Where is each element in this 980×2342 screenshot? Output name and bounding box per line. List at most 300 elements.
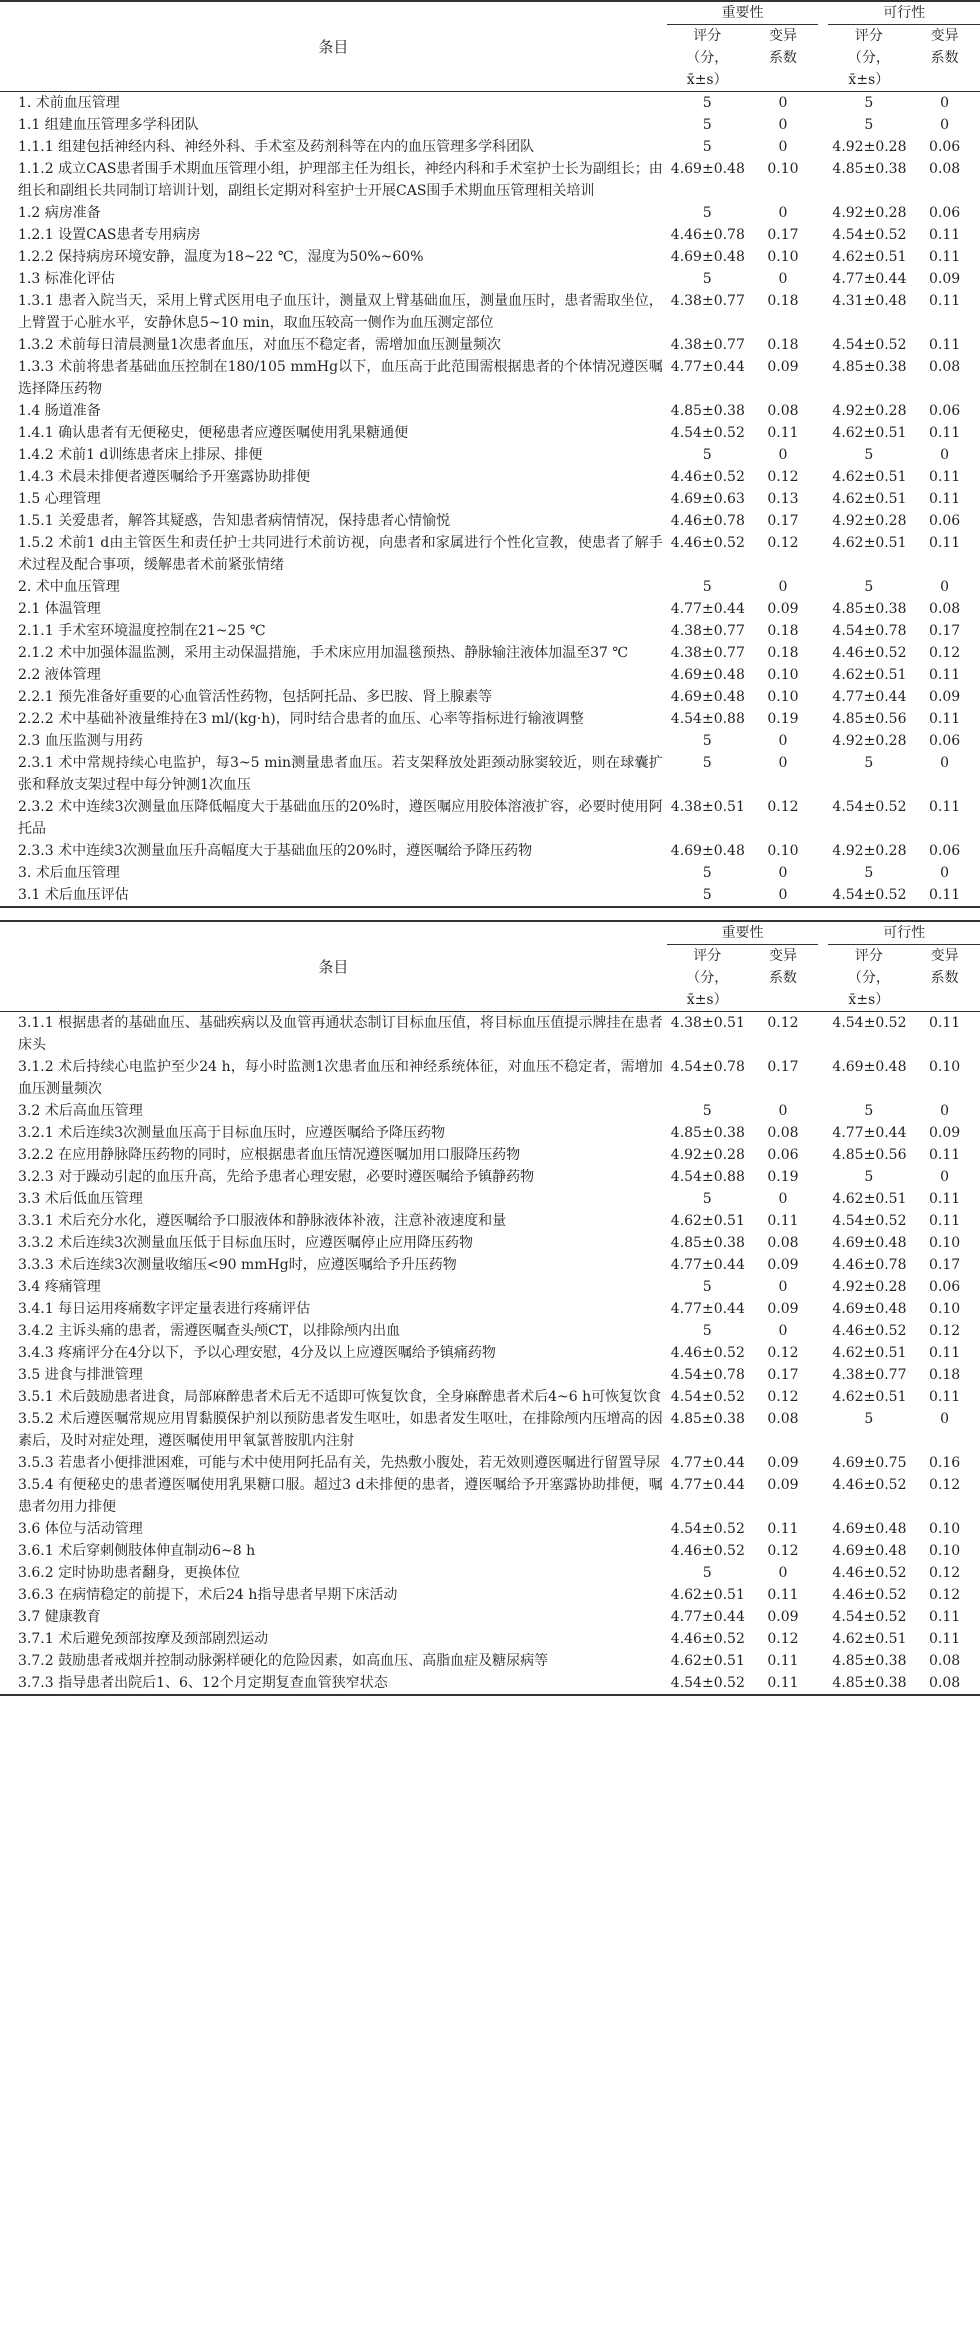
row-feasibility-cv: 0.10 — [929, 1521, 961, 1537]
row-feasibility-cv: 0.11 — [929, 535, 961, 551]
row-item-text: 1.5.1 关爱患者，解答其疑惑，告知患者病情情况，保持患者心情愉悦 — [18, 513, 451, 529]
table-row — [0, 136, 980, 158]
row-item-text: 3.5.2 术后遵医嘱常规应用胃黏膜保护剂以预防患者发生呕吐，如患者发生呕吐，在排除颅内压增高的因素后，及时对症处理，遵医嘱使用甲氧氯普胺肌内注射 — [18, 1411, 663, 1449]
table-row — [0, 1342, 980, 1364]
row-importance-score: 4.62±0.51 — [670, 1587, 745, 1603]
table-row — [0, 1276, 980, 1298]
row-importance-cv: 0.10 — [767, 249, 799, 265]
row-importance-cv: 0 — [778, 117, 788, 133]
row-importance-score: 4.77±0.44 — [670, 1257, 745, 1273]
row-importance-score: 4.77±0.44 — [670, 1609, 745, 1625]
row-feasibility-score: 4.54±0.52 — [832, 1213, 907, 1229]
table-row — [0, 598, 980, 620]
row-importance-score: 4.54±0.52 — [670, 1389, 745, 1405]
table-row — [0, 400, 980, 422]
row-importance-cv: 0 — [778, 205, 788, 221]
row-importance-cv: 0 — [778, 139, 788, 155]
row-importance-score: 5 — [702, 1279, 712, 1295]
row-item-text: 1.3.3 术前将患者基础血压控制在180/105 mmHg以下，血压高于此范围需根据患者的个体情况遵医嘱选择降压药物 — [18, 359, 663, 397]
row-feasibility-score: 4.69±0.75 — [832, 1455, 907, 1471]
feasibility-score-unit: （分，x̄±s） — [847, 970, 890, 1008]
table-row — [0, 1650, 980, 1672]
row-item-text: 3.6 体位与活动管理 — [18, 1521, 143, 1537]
row-feasibility-score: 4.54±0.78 — [832, 623, 907, 639]
row-feasibility-cv: 0 — [940, 1103, 950, 1119]
row-importance-cv: 0.19 — [767, 1169, 799, 1185]
row-feasibility-cv: 0.11 — [929, 293, 961, 309]
table-row — [0, 1628, 980, 1650]
row-feasibility-score: 4.92±0.28 — [832, 733, 907, 749]
row-feasibility-score: 4.31±0.48 — [832, 293, 907, 309]
table-row — [0, 1166, 980, 1188]
feasibility-header: 可行性 — [828, 921, 980, 945]
row-item-text: 2.1.1 手术室环境温度控制在21~25 ℃ — [18, 623, 266, 639]
row-importance-cv: 0.18 — [767, 337, 799, 353]
indicator-table-part-2 — [0, 920, 980, 1696]
row-importance-cv: 0 — [778, 865, 788, 881]
row-feasibility-cv: 0.06 — [929, 205, 961, 221]
table-row — [0, 1540, 980, 1562]
row-feasibility-cv: 0 — [940, 755, 950, 771]
row-feasibility-score: 4.92±0.28 — [832, 205, 907, 221]
row-importance-cv: 0.11 — [767, 1653, 799, 1669]
table-row — [0, 268, 980, 290]
row-feasibility-score: 4.62±0.51 — [832, 1345, 907, 1361]
row-importance-score: 4.54±0.88 — [670, 1169, 745, 1185]
row-feasibility-cv: 0.11 — [929, 337, 961, 353]
row-feasibility-score: 4.69±0.48 — [832, 1059, 907, 1075]
row-feasibility-score: 4.85±0.56 — [832, 711, 907, 727]
row-importance-cv: 0 — [778, 579, 788, 595]
row-feasibility-score: 4.54±0.52 — [832, 1609, 907, 1625]
row-feasibility-cv: 0.18 — [929, 1367, 961, 1383]
row-feasibility-cv: 0 — [940, 447, 950, 463]
row-feasibility-cv: 0.09 — [929, 271, 961, 287]
row-item-text: 3.7.3 指导患者出院后1、6、12个月定期复查血管狭窄状态 — [18, 1675, 388, 1691]
feasibility-score-header: 评分 — [854, 28, 883, 44]
table-row — [0, 1122, 980, 1144]
row-feasibility-score: 4.92±0.28 — [832, 403, 907, 419]
row-feasibility-score: 4.92±0.28 — [832, 513, 907, 529]
table-row — [0, 1452, 980, 1474]
table-row — [0, 290, 980, 334]
row-importance-score: 4.46±0.78 — [670, 513, 745, 529]
row-item-text: 1.2.2 保持病房环境安静，温度为18~22 ℃，湿度为50%~60% — [18, 249, 424, 265]
row-feasibility-cv: 0.06 — [929, 139, 961, 155]
row-item-text: 1.5 心理管理 — [18, 491, 101, 507]
row-feasibility-score: 4.54±0.52 — [832, 1015, 907, 1031]
row-importance-score: 4.46±0.52 — [670, 469, 745, 485]
row-importance-cv: 0 — [778, 95, 788, 111]
row-item-text: 3.6.1 术后穿刺侧肢体伸直制动6~8 h — [18, 1543, 256, 1559]
row-importance-score: 4.54±0.52 — [670, 1675, 745, 1691]
table-row — [0, 620, 980, 642]
feasibility-cv-header: 变异 — [930, 28, 959, 44]
table-row — [0, 356, 980, 400]
row-feasibility-score: 4.85±0.56 — [832, 1147, 907, 1163]
feasibility-score-header: 评分 — [854, 948, 883, 964]
row-importance-cv: 0.09 — [767, 1477, 799, 1493]
row-feasibility-score: 4.69±0.48 — [832, 1521, 907, 1537]
table-row — [0, 158, 980, 202]
row-importance-score: 4.54±0.52 — [670, 1521, 745, 1537]
row-feasibility-cv: 0.11 — [929, 711, 961, 727]
row-importance-cv: 0.18 — [767, 645, 799, 661]
row-item-text: 1.3.1 患者入院当天，采用上臂式医用电子血压计，测量双上臂基础血压，测量血压时，患者需取坐位，上臂置于心脏水平，安静休息5~10 min，取血压较高一侧作为血压测定部位 — [18, 293, 663, 331]
table-row — [0, 532, 980, 576]
row-feasibility-score: 4.77±0.44 — [832, 271, 907, 287]
table-row — [0, 1320, 980, 1342]
row-importance-cv: 0.11 — [767, 1213, 799, 1229]
row-feasibility-score: 4.85±0.38 — [832, 1653, 907, 1669]
row-item-text: 2.1 体温管理 — [18, 601, 101, 617]
row-importance-score: 4.54±0.78 — [670, 1367, 745, 1383]
row-importance-cv: 0.13 — [767, 491, 799, 507]
row-importance-cv: 0.19 — [767, 711, 799, 727]
row-importance-cv: 0.10 — [767, 667, 799, 683]
row-feasibility-cv: 0.17 — [929, 623, 961, 639]
row-feasibility-cv: 0.12 — [929, 1323, 961, 1339]
row-item-text: 1.4.1 确认患者有无便秘史，便秘患者应遵医嘱使用乳果糖通便 — [18, 425, 409, 441]
row-feasibility-score: 4.77±0.44 — [832, 689, 907, 705]
row-item-text: 1.1.1 组建包括神经内科、神经外科、手术室及药剂科等在内的血压管理多学科团队 — [18, 139, 535, 155]
row-item-text: 3.4.3 疼痛评分在4分以下，予以心理安慰，4分及以上应遵医嘱给予镇痛药物 — [18, 1345, 496, 1361]
row-importance-score: 4.62±0.51 — [670, 1653, 745, 1669]
row-importance-cv: 0.12 — [767, 1345, 799, 1361]
row-importance-score: 4.46±0.52 — [670, 535, 745, 551]
row-item-text: 3.2.3 对于躁动引起的血压升高，先给予患者心理安慰，必要时遵医嘱给予镇静药物 — [18, 1169, 535, 1185]
row-feasibility-cv: 0.08 — [929, 601, 961, 617]
row-feasibility-cv: 0.11 — [929, 1389, 961, 1405]
table-row — [0, 1210, 980, 1232]
row-importance-cv: 0.12 — [767, 1389, 799, 1405]
row-item-text: 3.7.1 术后避免颈部按摩及颈部剧烈运动 — [18, 1631, 269, 1647]
table-row — [0, 202, 980, 224]
row-feasibility-cv: 0.08 — [929, 1653, 961, 1669]
row-feasibility-score: 4.62±0.51 — [832, 491, 907, 507]
row-feasibility-score: 4.92±0.28 — [832, 1279, 907, 1295]
row-feasibility-cv: 0.11 — [929, 667, 961, 683]
row-feasibility-cv: 0.11 — [929, 1609, 961, 1625]
row-importance-cv: 0 — [778, 887, 788, 903]
item-column-header: 条目 — [318, 957, 349, 976]
table-row — [0, 1298, 980, 1320]
row-feasibility-score: 4.46±0.52 — [832, 645, 907, 661]
row-importance-score: 4.85±0.38 — [670, 1235, 745, 1251]
row-importance-score: 5 — [702, 865, 712, 881]
row-importance-score: 4.77±0.44 — [670, 1477, 745, 1493]
row-importance-score: 4.54±0.78 — [670, 1059, 745, 1075]
row-item-text: 3.4 疼痛管理 — [18, 1279, 101, 1295]
row-feasibility-cv: 0.10 — [929, 1059, 961, 1075]
row-feasibility-score: 4.85±0.38 — [832, 359, 907, 375]
row-feasibility-cv: 0.11 — [929, 227, 961, 243]
importance-cv-unit: 系数 — [768, 50, 797, 66]
row-importance-cv: 0.18 — [767, 293, 799, 309]
row-feasibility-score: 4.92±0.28 — [832, 139, 907, 155]
row-importance-cv: 0.09 — [767, 1455, 799, 1471]
importance-cv-unit: 系数 — [768, 970, 797, 986]
row-feasibility-cv: 0 — [940, 865, 950, 881]
row-item-text: 3.1.1 根据患者的基础血压、基础疾病以及血管再通状态制订目标血压值，将目标血压值提示牌挂在患者床头 — [18, 1015, 663, 1053]
row-importance-score: 4.85±0.38 — [670, 403, 745, 419]
row-importance-cv: 0.09 — [767, 1609, 799, 1625]
row-item-text: 2.3.1 术中常规持续心电监护，每3~5 min测量患者血压。若支架释放处距颈动脉窦较近，则在球囊扩张和释放支架过程中每分钟测1次血压 — [18, 755, 663, 793]
row-item-text: 2.1.2 术中加强体温监测，采用主动保温措施，手术床应用加温毯预热、静脉输注液体加温至37 ℃ — [18, 645, 628, 661]
row-importance-score: 5 — [702, 887, 712, 903]
row-importance-cv: 0.09 — [767, 601, 799, 617]
row-importance-cv: 0 — [778, 1103, 788, 1119]
row-importance-score: 4.62±0.51 — [670, 1213, 745, 1229]
table-row — [0, 1012, 980, 1057]
row-feasibility-cv: 0.11 — [929, 1213, 961, 1229]
row-feasibility-cv: 0 — [940, 117, 950, 133]
table-row — [0, 1144, 980, 1166]
row-item-text: 1.4.3 术晨未排便者遵医嘱给予开塞露协助排便 — [18, 469, 311, 485]
table-row — [0, 576, 980, 598]
table-row — [0, 664, 980, 686]
row-item-text: 3.4.2 主诉头痛的患者，需遵医嘱查头颅CT，以排除颅内出血 — [18, 1323, 401, 1339]
row-importance-cv: 0 — [778, 755, 788, 771]
row-feasibility-score: 5 — [864, 865, 874, 881]
table-row — [0, 422, 980, 444]
indicator-table-part-1 — [0, 0, 980, 908]
table-row — [0, 884, 980, 907]
row-feasibility-cv: 0.06 — [929, 843, 961, 859]
row-feasibility-score: 4.46±0.52 — [832, 1323, 907, 1339]
row-importance-score: 4.46±0.52 — [670, 1345, 745, 1361]
row-importance-cv: 0.12 — [767, 535, 799, 551]
row-feasibility-cv: 0.08 — [929, 1675, 961, 1691]
row-importance-score: 5 — [702, 579, 712, 595]
row-importance-cv: 0.08 — [767, 403, 799, 419]
row-feasibility-cv: 0.12 — [929, 1565, 961, 1581]
row-feasibility-score: 5 — [864, 117, 874, 133]
feasibility-score-unit: （分，x̄±s） — [847, 50, 890, 88]
row-feasibility-score: 4.62±0.51 — [832, 535, 907, 551]
row-importance-score: 5 — [702, 1323, 712, 1339]
row-item-text: 3.5.4 有便秘史的患者遵医嘱使用乳果糖口服。超过3 d未排便的患者，遵医嘱给予开塞露协助排便，嘱患者勿用力排便 — [18, 1477, 663, 1515]
row-item-text: 1.1.2 成立CAS患者围手术期血压管理小组，护理部主任为组长，神经内科和手术室护士长为副组长；由组长和副组长共同制订培训计划，副组长定期对科室护士开展CAS围手术期血压管理相关培训 — [18, 161, 663, 199]
row-importance-cv: 0.10 — [767, 689, 799, 705]
row-feasibility-cv: 0.12 — [929, 1477, 961, 1493]
table-row — [0, 1518, 980, 1540]
row-item-text: 3.2.2 在应用静脉降压药物的同时，应根据患者血压情况遵医嘱加用口服降压药物 — [18, 1147, 521, 1163]
table-row — [0, 1056, 980, 1100]
feasibility-cv-header: 变异 — [930, 948, 959, 964]
row-feasibility-cv: 0.12 — [929, 1587, 961, 1603]
row-importance-score: 4.77±0.44 — [670, 359, 745, 375]
row-importance-score: 4.69±0.48 — [670, 689, 745, 705]
row-feasibility-score: 4.54±0.52 — [832, 337, 907, 353]
row-importance-score: 5 — [702, 1191, 712, 1207]
row-feasibility-score: 5 — [864, 579, 874, 595]
table-row — [0, 1408, 980, 1452]
table-row — [0, 730, 980, 752]
row-feasibility-score: 4.46±0.52 — [832, 1565, 907, 1581]
row-item-text: 3.4.1 每日运用疼痛数字评定量表进行疼痛评估 — [18, 1301, 311, 1317]
importance-header: 重要性 — [667, 921, 819, 945]
row-importance-score: 4.38±0.77 — [670, 623, 745, 639]
row-feasibility-score: 4.62±0.51 — [832, 667, 907, 683]
row-feasibility-cv: 0 — [940, 1169, 950, 1185]
row-item-text: 2.2 液体管理 — [18, 667, 101, 683]
feasibility-cv-unit: 系数 — [930, 50, 959, 66]
row-item-text: 3.6.2 定时协助患者翻身，更换体位 — [18, 1565, 241, 1581]
row-importance-score: 5 — [702, 1565, 712, 1581]
row-feasibility-score: 4.69±0.48 — [832, 1235, 907, 1251]
row-feasibility-score: 4.38±0.77 — [832, 1367, 907, 1383]
row-importance-score: 5 — [702, 95, 712, 111]
row-feasibility-cv: 0.11 — [929, 491, 961, 507]
row-item-text: 3.2.1 术后连续3次测量血压高于目标血压时，应遵医嘱给予降压药物 — [18, 1125, 445, 1141]
importance-cv-header: 变异 — [768, 948, 797, 964]
table-row — [0, 1474, 980, 1518]
table-row — [0, 466, 980, 488]
row-importance-cv: 0.12 — [767, 1015, 799, 1031]
row-importance-cv: 0.11 — [767, 1675, 799, 1691]
row-importance-cv: 0.11 — [767, 425, 799, 441]
row-importance-cv: 0 — [778, 1565, 788, 1581]
row-item-text: 2.2.2 术中基础补液量维持在3 ml/(kg·h)，同时结合患者的血压、心率等指标进行输液调整 — [18, 711, 584, 727]
row-importance-score: 4.38±0.77 — [670, 645, 745, 661]
row-importance-cv: 0.11 — [767, 1521, 799, 1537]
row-feasibility-cv: 0.06 — [929, 733, 961, 749]
table-row — [0, 444, 980, 466]
feasibility-header: 可行性 — [828, 1, 980, 25]
row-importance-cv: 0.12 — [767, 799, 799, 815]
row-importance-cv: 0.17 — [767, 1059, 799, 1075]
row-item-text: 1. 术前血压管理 — [18, 95, 120, 111]
row-feasibility-score: 5 — [864, 1169, 874, 1185]
row-feasibility-cv: 0.11 — [929, 469, 961, 485]
row-importance-cv: 0.11 — [767, 1587, 799, 1603]
row-feasibility-score: 4.62±0.51 — [832, 1389, 907, 1405]
row-item-text: 3.5 进食与排泄管理 — [18, 1367, 143, 1383]
row-feasibility-cv: 0 — [940, 1411, 950, 1427]
row-importance-cv: 0.09 — [767, 1301, 799, 1317]
row-feasibility-score: 5 — [864, 1411, 874, 1427]
row-feasibility-score: 4.69±0.48 — [832, 1301, 907, 1317]
row-item-text: 3.7 健康教育 — [18, 1609, 101, 1625]
row-item-text: 3.6.3 在病情稳定的前提下，术后24 h指导患者早期下床活动 — [18, 1587, 398, 1603]
row-item-text: 3.1.2 术后持续心电监护至少24 h，每小时监测1次患者血压和神经系统体征，对血压不稳定者，需增加血压测量频次 — [18, 1059, 663, 1097]
row-importance-cv: 0.12 — [767, 1543, 799, 1559]
row-importance-score: 4.69±0.63 — [670, 491, 745, 507]
row-importance-cv: 0.17 — [767, 513, 799, 529]
row-feasibility-cv: 0 — [940, 95, 950, 111]
row-feasibility-score: 4.69±0.48 — [832, 1543, 907, 1559]
row-importance-score: 4.54±0.52 — [670, 425, 745, 441]
row-importance-score: 5 — [702, 733, 712, 749]
row-item-text: 3. 术后血压管理 — [18, 865, 120, 881]
row-importance-cv: 0.08 — [767, 1235, 799, 1251]
row-importance-score: 5 — [702, 447, 712, 463]
table-row — [0, 1386, 980, 1408]
row-feasibility-score: 4.46±0.52 — [832, 1587, 907, 1603]
table-row — [0, 1232, 980, 1254]
row-importance-score: 4.69±0.48 — [670, 161, 745, 177]
row-item-text: 3.7.2 鼓励患者戒烟并控制动脉粥样硬化的危险因素，如高血压、高脂血症及糖尿病等 — [18, 1653, 549, 1669]
row-importance-score: 4.69±0.48 — [670, 249, 745, 265]
row-importance-score: 4.46±0.78 — [670, 227, 745, 243]
row-importance-cv: 0 — [778, 1191, 788, 1207]
row-feasibility-cv: 0.11 — [929, 887, 961, 903]
row-importance-score: 4.85±0.38 — [670, 1411, 745, 1427]
row-item-text: 1.4 肠道准备 — [18, 403, 101, 419]
row-feasibility-score: 4.62±0.51 — [832, 1191, 907, 1207]
row-importance-score: 4.46±0.52 — [670, 1543, 745, 1559]
importance-score-unit: （分，x̄±s） — [686, 50, 729, 88]
row-feasibility-cv: 0.06 — [929, 403, 961, 419]
row-feasibility-score: 4.46±0.52 — [832, 1477, 907, 1493]
table-row — [0, 752, 980, 796]
row-feasibility-cv: 0.09 — [929, 689, 961, 705]
row-importance-score: 4.85±0.38 — [670, 1125, 745, 1141]
row-item-text: 2.3 血压监测与用药 — [18, 733, 143, 749]
row-feasibility-cv: 0.10 — [929, 1543, 961, 1559]
table-row — [0, 1584, 980, 1606]
row-item-text: 1.3 标准化评估 — [18, 271, 115, 287]
row-feasibility-cv: 0 — [940, 579, 950, 595]
row-item-text: 1.1 组建血压管理多学科团队 — [18, 117, 199, 133]
feasibility-cv-unit: 系数 — [930, 970, 959, 986]
row-importance-cv: 0.08 — [767, 1411, 799, 1427]
row-feasibility-cv: 0.11 — [929, 1631, 961, 1647]
row-feasibility-score: 4.62±0.51 — [832, 469, 907, 485]
row-importance-cv: 0.06 — [767, 1147, 799, 1163]
row-item-text: 1.2 病房准备 — [18, 205, 101, 221]
row-feasibility-score: 4.85±0.38 — [832, 1675, 907, 1691]
row-item-text: 3.5.3 若患者小便排泄困难，可能与术中使用阿托品有关，先热敷小腹处，若无效则遵医嘱进行留置导尿 — [18, 1455, 661, 1471]
row-feasibility-score: 4.62±0.51 — [832, 425, 907, 441]
row-importance-score: 4.77±0.44 — [670, 601, 745, 617]
row-importance-cv: 0 — [778, 733, 788, 749]
table-row — [0, 1672, 980, 1695]
table-row — [0, 224, 980, 246]
row-item-text: 2.2.1 预先准备好重要的心血管活性药物，包括阿托品、多巴胺、肾上腺素等 — [18, 689, 493, 705]
row-feasibility-score: 4.54±0.52 — [832, 227, 907, 243]
row-feasibility-cv: 0.11 — [929, 425, 961, 441]
importance-score-header: 评分 — [693, 948, 722, 964]
row-item-text: 3.3.2 术后连续3次测量血压低于目标血压时，应遵医嘱停止应用降压药物 — [18, 1235, 473, 1251]
row-importance-cv: 0.18 — [767, 623, 799, 639]
importance-header: 重要性 — [667, 1, 819, 25]
row-feasibility-cv: 0.11 — [929, 1015, 961, 1031]
row-feasibility-score: 4.92±0.28 — [832, 843, 907, 859]
row-importance-score: 5 — [702, 139, 712, 155]
row-feasibility-score: 4.54±0.52 — [832, 887, 907, 903]
table-row — [0, 796, 980, 840]
row-feasibility-cv: 0.12 — [929, 645, 961, 661]
table-row — [0, 642, 980, 664]
row-item-text: 3.2 术后高血压管理 — [18, 1103, 143, 1119]
table-row — [0, 488, 980, 510]
table-row — [0, 1100, 980, 1122]
row-feasibility-cv: 0.09 — [929, 1125, 961, 1141]
row-feasibility-score: 4.62±0.51 — [832, 249, 907, 265]
row-importance-cv: 0.17 — [767, 1367, 799, 1383]
row-feasibility-cv: 0.06 — [929, 1279, 961, 1295]
row-item-text: 3.1 术后血压评估 — [18, 887, 129, 903]
row-importance-cv: 0.12 — [767, 469, 799, 485]
row-importance-cv: 0.12 — [767, 1631, 799, 1647]
row-importance-cv: 0.10 — [767, 843, 799, 859]
row-importance-cv: 0.09 — [767, 359, 799, 375]
table-row — [0, 1606, 980, 1628]
row-importance-cv: 0.09 — [767, 1257, 799, 1273]
row-importance-cv: 0.10 — [767, 161, 799, 177]
